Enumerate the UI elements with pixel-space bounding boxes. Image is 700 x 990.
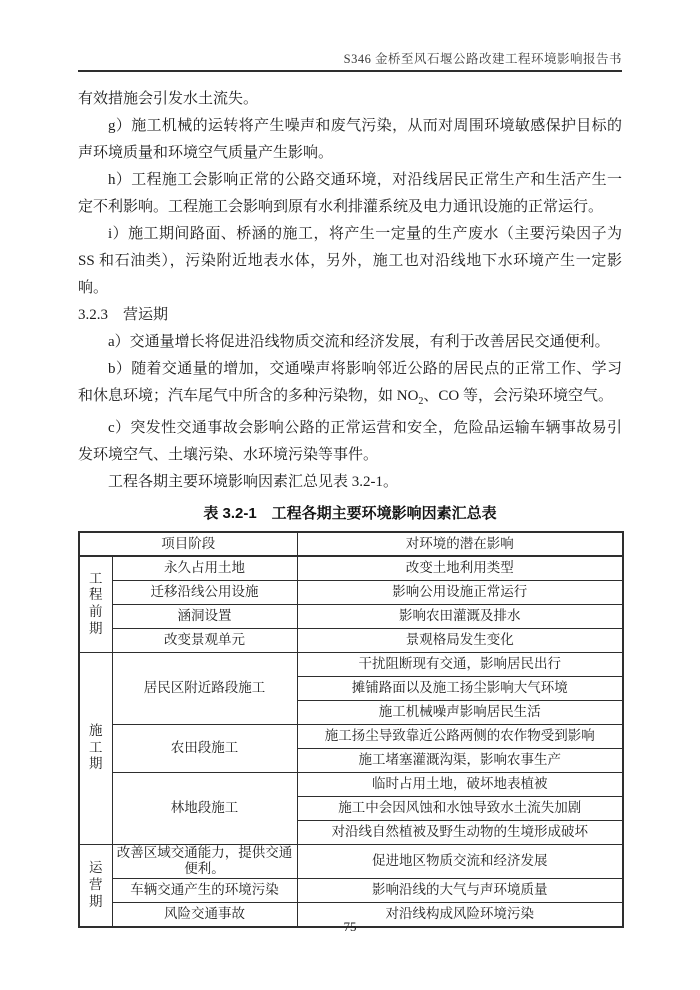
table-caption: 表 3.2-1 工程各期主要环境影响因素汇总表 bbox=[203, 505, 497, 522]
no2-subscript: 2 bbox=[418, 396, 424, 407]
table-row bbox=[79, 844, 623, 879]
activity-cell: 农田段施工 bbox=[112, 724, 297, 772]
impact-cell: 改变土地利用类型 bbox=[297, 556, 623, 580]
activity-cell: 居民区附近路段施工 bbox=[112, 652, 297, 724]
stage-label-operation: 运营期 bbox=[79, 844, 112, 927]
paragraph-table-ref: 工程各期主要环境影响因素汇总见表 3.2-1。 bbox=[108, 474, 398, 490]
impact-cell: 促进地区物质交流和经济发展 bbox=[297, 844, 623, 879]
paragraph-b-pre: b）随着交通量的增加，交通噪声将影响邻近公路的居民点的正常工作、学习和休息环境；汽车尾气中所含的多种污染物，如 NO bbox=[78, 361, 622, 404]
paragraph-i: i）施工期间路面、桥涵的施工，将产生一定量的生产废水（主要污染因子为 SS 和石油类），污染附近地表水体，另外，施工也对沿线地下水环境产生一定影响。 bbox=[78, 226, 622, 296]
paragraph-g: g）施工机械的运转将产生噪声和废气污染，从而对周围环境敏感保护目标的声环境质量和环境空气质量产生影响。 bbox=[78, 118, 622, 161]
paragraph-h: h）工程施工会影响正常的公路交通环境，对沿线居民正常生产和生活产生一定不利影响。工程施工会影响到原有水利排灌系统及电力通讯设施的正常运行。 bbox=[78, 172, 622, 215]
impact-cell: 干扰阻断现有交通，影响居民出行 bbox=[297, 652, 623, 676]
impact-cell: 对沿线构成风险环境污染 bbox=[297, 903, 623, 927]
impact-cell: 施工机械噪声影响居民生活 bbox=[297, 700, 623, 724]
column-header-potential-impact: 对环境的潜在影响 bbox=[297, 532, 623, 556]
paragraph-continuation: 有效措施会引发水土流失。 bbox=[78, 91, 259, 107]
stage-label-pre-construction: 工程前期 bbox=[79, 556, 112, 652]
table-row bbox=[79, 724, 623, 748]
activity-cell: 涵洞设置 bbox=[112, 604, 297, 628]
impact-cell: 施工堵塞灌溉沟渠，影响农事生产 bbox=[297, 748, 623, 772]
activity-cell: 改善区域交通能力，提供交通便利。 bbox=[112, 844, 297, 879]
table-row bbox=[79, 772, 623, 796]
impact-cell: 施工中会因风蚀和水蚀导致水土流失加剧 bbox=[297, 796, 623, 820]
table-row bbox=[79, 556, 623, 580]
impact-cell: 影响农田灌溉及排水 bbox=[297, 604, 623, 628]
impact-cell: 施工扬尘导致靠近公路两侧的农作物受到影响 bbox=[297, 724, 623, 748]
section-heading-3-2-3: 3.2.3 营运期 bbox=[78, 307, 169, 323]
activity-cell: 迁移沿线公用设施 bbox=[112, 580, 297, 604]
activity-cell: 改变景观单元 bbox=[112, 628, 297, 652]
stage-label-construction: 施工期 bbox=[79, 652, 112, 844]
paragraph-c: c）突发性交通事故会影响公路的正常运营和安全，危险品运输车辆事故易引发环境空气、土壤污染、水环境污染等事件。 bbox=[78, 420, 622, 463]
impact-cell: 对沿线自然植被及野生动物的生境形成破坏 bbox=[297, 820, 623, 844]
page-number: 75 bbox=[343, 919, 357, 934]
activity-cell: 永久占用土地 bbox=[112, 556, 297, 580]
table-row bbox=[79, 580, 623, 604]
running-header: S346 金桥至风石堰公路改建工程环境影响报告书 bbox=[343, 52, 622, 66]
table-header-row bbox=[79, 532, 623, 556]
impact-cell: 影响公用设施正常运行 bbox=[297, 580, 623, 604]
activity-cell: 风险交通事故 bbox=[112, 903, 297, 927]
impact-cell: 临时占用土地，破坏地表植被 bbox=[297, 772, 623, 796]
table-row bbox=[79, 652, 623, 676]
activity-cell: 林地段施工 bbox=[112, 772, 297, 844]
impact-cell: 影响沿线的大气与声环境质量 bbox=[297, 879, 623, 903]
impact-cell: 景观格局发生变化 bbox=[297, 628, 623, 652]
impact-summary-table bbox=[78, 531, 624, 928]
document-body bbox=[78, 86, 622, 928]
table-row bbox=[79, 628, 623, 652]
paragraph-b-post: 、CO 等，会污染环境空气。 bbox=[423, 388, 614, 404]
column-header-project-phase: 项目阶段 bbox=[79, 532, 297, 556]
activity-cell: 车辆交通产生的环境污染 bbox=[112, 879, 297, 903]
table-row bbox=[79, 879, 623, 903]
header-rule bbox=[78, 70, 622, 72]
table-row bbox=[79, 604, 623, 628]
paragraph-b bbox=[78, 356, 622, 415]
impact-cell: 摊铺路面以及施工扬尘影响大气环境 bbox=[297, 676, 623, 700]
paragraph-a: a）交通量增长将促进沿线物质交流和经济发展，有利于改善居民交通便利。 bbox=[108, 334, 610, 350]
